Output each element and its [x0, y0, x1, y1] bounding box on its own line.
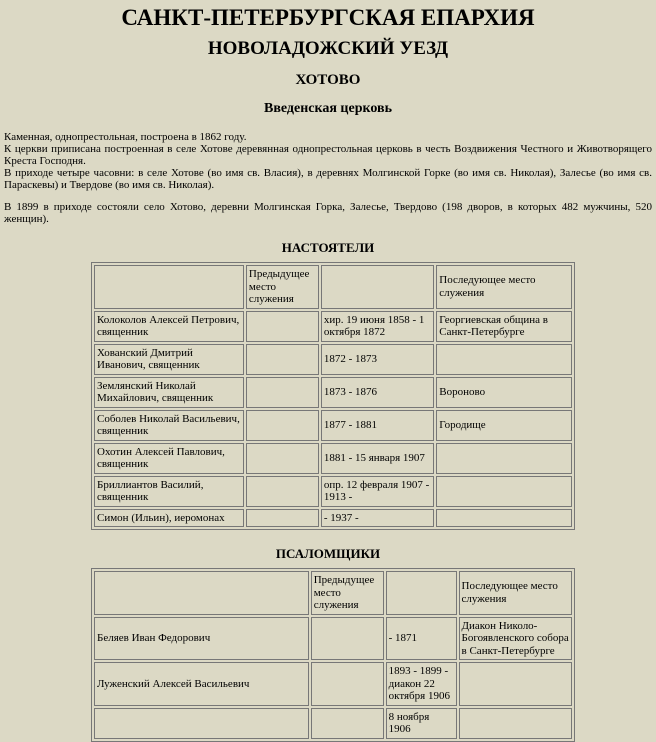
period-cell: 1893 - 1899 - диакон 22 октября 1906	[386, 662, 457, 706]
name-cell: Бриллиантов Василий, священник	[94, 476, 244, 507]
next-cell: Городище	[436, 410, 572, 441]
period-cell: хир. 19 июня 1858 - 1 октября 1872	[321, 311, 434, 342]
description-line: К церкви приписана построенная в селе Хотове деревянная однопрестольная церковь в честь Воздвижения Честного и Животворящего Креста Господня.	[4, 143, 652, 167]
name-cell: Симон (Ильин), иеромонах	[94, 509, 244, 528]
table-row	[94, 509, 572, 528]
period-cell: опр. 12 февраля 1907 - 1913 -	[321, 476, 434, 507]
previous-cell	[246, 344, 319, 375]
name-cell: Соболев Николай Васильевич, священник	[94, 410, 244, 441]
header-cell: Предыдущее место служения	[311, 571, 384, 615]
name-cell	[94, 708, 309, 739]
previous-cell	[311, 662, 384, 706]
next-cell	[436, 443, 572, 474]
rectors-table	[91, 262, 575, 530]
header-cell	[386, 571, 457, 615]
uyezd-title: НОВОЛАДОЖСКИЙ УЕЗД	[207, 38, 449, 59]
header-cell	[321, 265, 434, 309]
name-cell: Хованский Дмитрий Иванович, священник	[94, 344, 244, 375]
previous-cell	[246, 311, 319, 342]
next-cell	[459, 662, 572, 706]
next-cell: Диакон Николо-Богоявленского собора в Санкт-Петербурге	[459, 617, 572, 661]
table-row	[94, 344, 572, 375]
table-row	[94, 662, 572, 706]
next-cell	[436, 344, 572, 375]
period-cell: 1877 - 1881	[321, 410, 434, 441]
period-cell: 1872 - 1873	[321, 344, 434, 375]
description-line: Каменная, однопрестольная, построена в 1862 году.	[4, 131, 247, 143]
psalmists-table	[91, 568, 575, 742]
name-cell: Охотин Алексей Павлович, священник	[94, 443, 244, 474]
period-cell: 1881 - 15 января 1907	[321, 443, 434, 474]
psalmists-title: ПСАЛОМЩИКИ	[275, 546, 381, 561]
period-cell: 8 ноября 1906	[386, 708, 457, 739]
table-row	[94, 410, 572, 441]
table-header-row	[94, 265, 572, 309]
name-cell: Колоколов Алексей Петрович, священник	[94, 311, 244, 342]
previous-cell	[246, 377, 319, 408]
church-description	[4, 131, 652, 191]
header-cell	[94, 571, 309, 615]
period-cell: - 1937 -	[321, 509, 434, 528]
table-row	[94, 708, 572, 739]
table-row	[94, 377, 572, 408]
rectors-title: НАСТОЯТЕЛИ	[281, 240, 375, 255]
eparchy-title: САНКТ-ПЕТЕРБУРГСКАЯ ЕПАРХИЯ	[121, 5, 535, 30]
next-cell	[459, 708, 572, 739]
next-cell	[436, 509, 572, 528]
previous-cell	[311, 708, 384, 739]
period-cell: - 1871	[386, 617, 457, 661]
period-cell: 1873 - 1876	[321, 377, 434, 408]
previous-cell	[246, 509, 319, 528]
header-cell: Предыдущее место служения	[246, 265, 319, 309]
table-header-row	[94, 571, 572, 615]
table-row	[94, 443, 572, 474]
name-cell: Луженский Алексей Васильевич	[94, 662, 309, 706]
header-cell: Последующее место служения	[459, 571, 572, 615]
village-title: ХОТОВО	[295, 72, 361, 88]
next-cell	[436, 476, 572, 507]
header-cell	[94, 265, 244, 309]
parish-info: В 1899 в приходе состояли село Хотово, деревни Молгинская Горка, Залесье, Твердово (198 дворов, в которых 482 мужчины, 520 женщин).	[4, 201, 652, 225]
next-cell: Вороново	[436, 377, 572, 408]
description-line: В приходе четыре часовни: в селе Хотове (во имя св. Власия), в деревнях Молгинской Горке (во имя св. Николая), Залесье (во имя св. Параскевы) и Твердове (во имя св. Николая).	[4, 167, 652, 191]
previous-cell	[246, 410, 319, 441]
previous-cell	[246, 443, 319, 474]
previous-cell	[311, 617, 384, 661]
previous-cell	[246, 476, 319, 507]
name-cell: Беляев Иван Федорович	[94, 617, 309, 661]
next-cell: Георгиевская община в Санкт-Петербурге	[436, 311, 572, 342]
church-title: Введенская церковь	[264, 101, 392, 116]
header-cell: Последующее место служения	[436, 265, 572, 309]
name-cell: Землянский Николай Михайлович, священник	[94, 377, 244, 408]
table-row	[94, 476, 572, 507]
table-row	[94, 617, 572, 661]
page	[0, 6, 656, 742]
table-row	[94, 311, 572, 342]
